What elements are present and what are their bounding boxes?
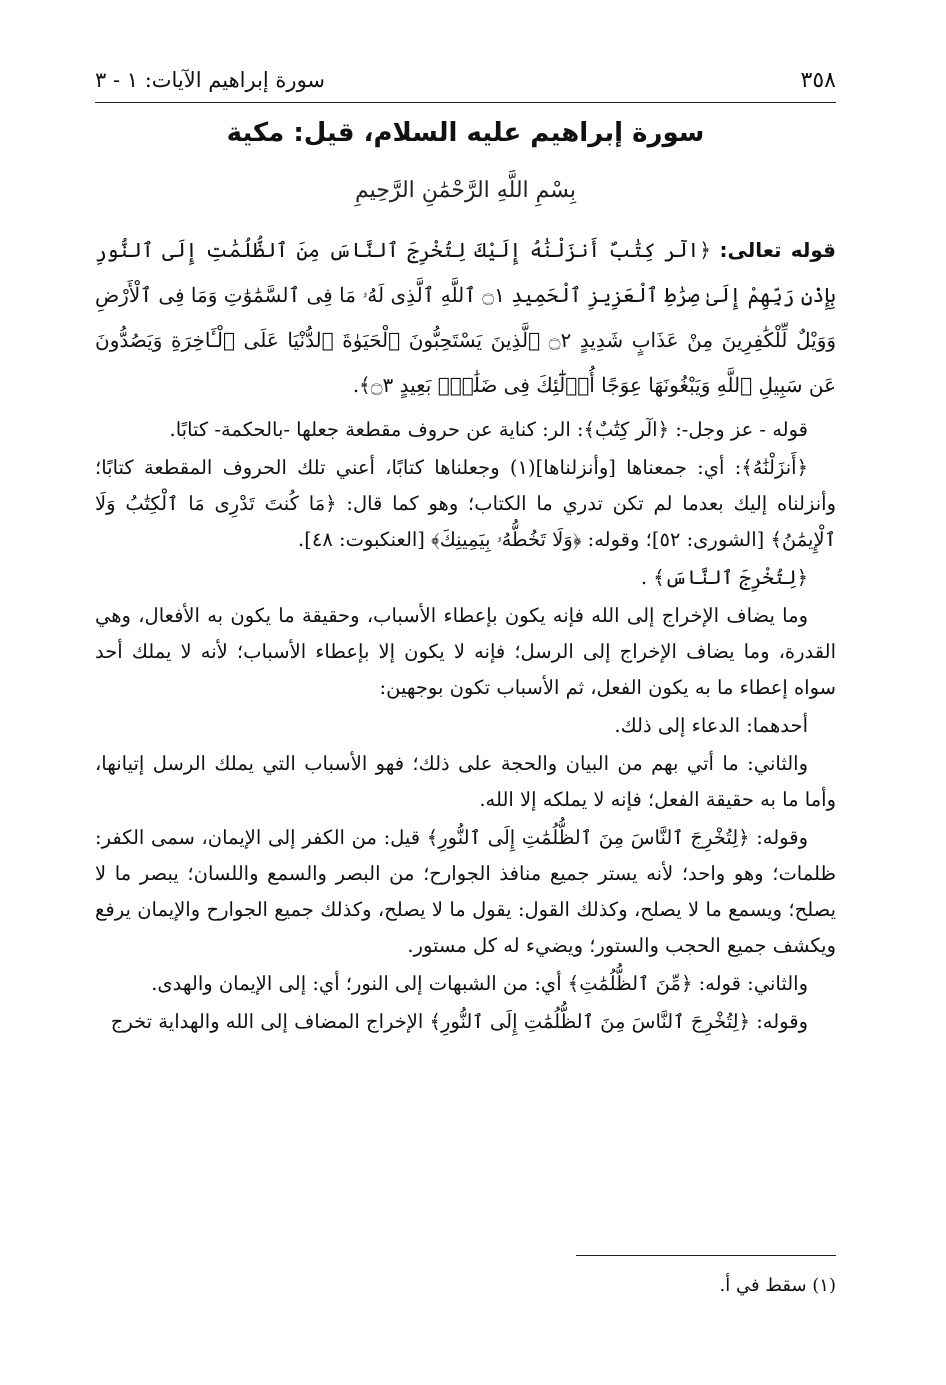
paragraph: وما يضاف الإخراج إلى الله فإنه يكون بإعطاء الأسباب، وحقيقة ما يكون به الأفعال، وهي القدرة، وما يضاف الإخراج إلى الرسل؛ فإنه لا يكون إلا بإعطاء الأسباب؛ لأنه لا يملك أحد سواه إعطاء ما به يكون الفعل، ثم الأسباب تكون بوجهين: [95, 604, 836, 699]
running-title: سورة إبراهيم الآيات: ١ - ٣ [95, 68, 326, 92]
page-body [95, 228, 836, 1238]
verse-text: ﴿الٓر كِتَٰبٌ أَنزَلْنَٰهُ إِلَيْكَ لِتُخْرِجَ ٱلنَّاسَ مِنَ ٱلظُّلُمَٰتِ إِلَى ٱلنُّورِ بِإِذْنِ رَبِّهِمْ إِلَىٰ صِرَٰطِ ٱلْعَزِيزِ ٱلْحَمِيدِ ۝١ ٱللَّهِ ٱلَّذِى لَهُۥ مَا فِى ٱلسَّمَٰوَٰتِ وَمَا فِى ٱلْأَرْضِ وَوَيْلٌ لِّلْكَٰفِرِينَ مِنْ عَذَابٍ شَدِيدٍ ۝٢ ٱلَّذِينَ يَسْتَحِبُّونَ ٱلْحَيَوٰةَ ٱلدُّنْيَا عَلَى ٱلْـَٔاخِرَةِ وَيَصُدُّونَ عَن سَبِيلِ ٱللَّهِ وَيَبْغُونَهَا عِوَجًا أُو۟لَٰٓئِكَ فِى ضَلَٰلٍۭ بَعِيدٍ ۝٣﴾. [95, 238, 836, 397]
paragraph: وقوله: ﴿لِتُخْرِجَ ٱلنَّاسَ مِنَ ٱلظُّلُمَٰتِ إِلَى ٱلنُّورِ﴾ قيل: من الكفر إلى الإيمان، سمى الكفر: ظلمات؛ وهو واحد؛ لأنه يستر جميع منافذ الجوارح؛ من البصر والسمع واللسان؛ يبصر ما لا يصلح؛ ويسمع ما لا يصلح، وكذلك القول: يقول ما لا يصلح، وكذلك جميع الجوارح والإيمان يرفع ويكشف جميع الحجب والستور؛ ويضيء له كل مستور. [95, 826, 836, 957]
surah-title: سورة إبراهيم عليه السلام، قيل: مكية [226, 118, 705, 148]
paragraph: أحدهما: الدعاء إلى ذلك. [614, 714, 808, 737]
paragraph: قوله - عز وجل-: ﴿الٓر كِتَٰبٌ﴾: الر: كناية عن حروف مقطعة جعلها -بالحكمة- كتابًا. [169, 418, 808, 441]
paragraph: ﴿لِتُخْرِجَ ٱلنَّاسَ﴾ . [640, 566, 808, 589]
verse-label: قوله تعالى: [719, 238, 836, 262]
page-number: ٣٥٨ [800, 68, 836, 93]
paragraph: والثاني: قوله: ﴿مِّنَ ٱلظُّلُمَٰتِ﴾ أي: من الشبهات إلى النور؛ أي: إلى الإيمان والهدى. [151, 972, 808, 995]
footnote: (١) سقط في أ. [719, 1275, 836, 1296]
verse-block [95, 228, 836, 408]
paragraph: وقوله: ﴿لِتُخْرِجَ ٱلنَّاسَ مِنَ ٱلظُّلُمَٰتِ إِلَى ٱلنُّورِ﴾ الإخراج المضاف إلى الله والهداية تخرج [110, 1010, 808, 1033]
paragraph: ﴿أَنزَلْنَٰهُ﴾: أي: جمعناها [وأنزلناها](١) وجعلناها كتابًا، أعني تلك الحروف المقطعة كتابًا؛ وأنزلناه إليك بعدما لم تكن تدري ما الكتاب؛ وهو كما قال: ﴿مَا كُنتَ تَدْرِى مَا ٱلْكِتَٰبُ وَلَا ٱلْإِيمَٰنُ﴾ [الشورى: ٥٢]؛ وقوله: ﴿وَلَا تَخُطُّهُۥ بِيَمِينِكَ﴾ [العنكبوت: ٤٨]. [95, 456, 836, 551]
basmala: بِسْمِ اللَّهِ الرَّحْمَٰنِ الرَّحِيمِ [354, 178, 577, 203]
paragraph: والثاني: ما أتي بهم من البيان والحجة على ذلك؛ فهو الأسباب التي يملك الرسل إتيانها، وأما ما به حقيقة الفعل؛ فإنه لا يملكه إلا الله. [95, 752, 836, 811]
footnote-divider [576, 1255, 836, 1256]
page-header [95, 62, 836, 103]
